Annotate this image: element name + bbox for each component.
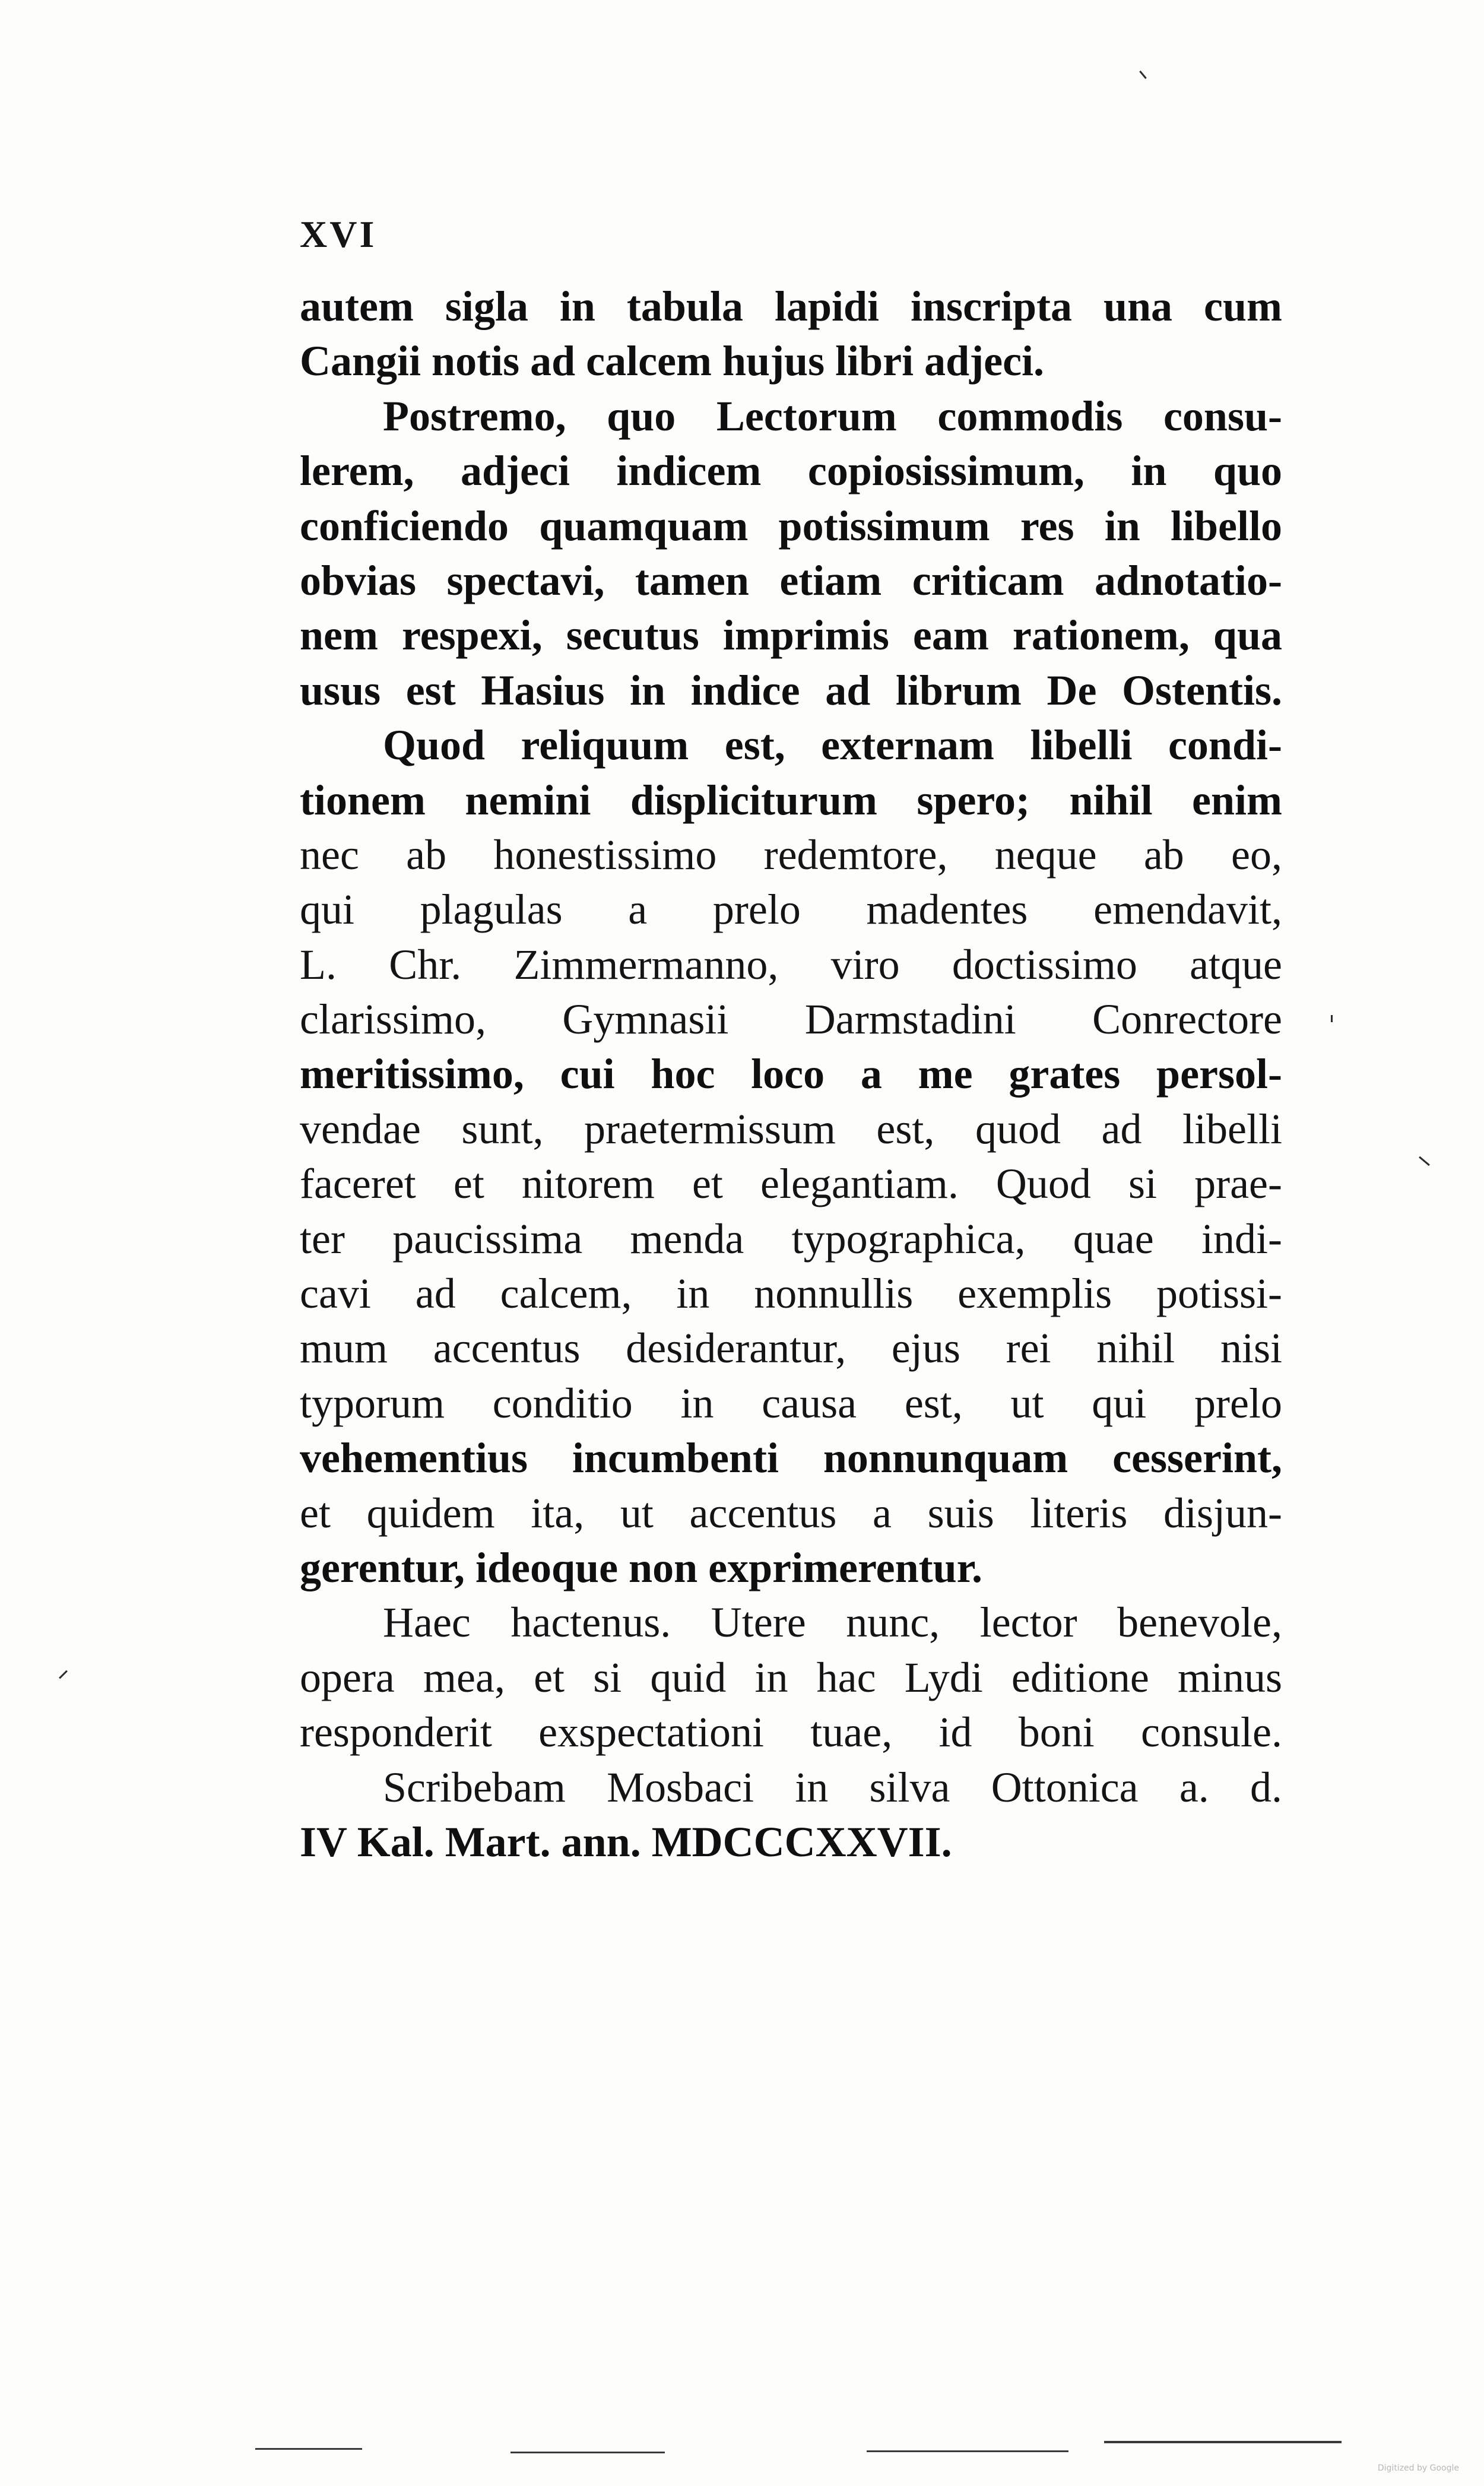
text-line: lerem, adjeci indicem copiosissimum, in quo <box>300 447 1282 495</box>
scan-mark <box>1331 1015 1333 1022</box>
text-line: gerentur, ideoque non exprimerentur. <box>300 1543 983 1591</box>
text-line: nec ab honestissimo redemtore, neque ab eo, <box>300 830 1282 879</box>
text-line: IV Kal. Mart. ann. MDCCCXXVII. <box>300 1818 952 1866</box>
text-line: ter paucissima menda typographica, quae indi- <box>300 1215 1282 1263</box>
scan-mark <box>1139 71 1147 79</box>
text-line: Cangii notis ad calcem hujus libri adjeci. <box>300 337 1045 385</box>
text-line: mum accentus desiderantur, ejus rei nihil nisi <box>300 1324 1282 1372</box>
text-line: Scribebam Mosbaci in silva Ottonica a. d. <box>383 1763 1282 1811</box>
text-line: vehementius incumbenti nonnunquam cesserint, <box>300 1434 1282 1482</box>
text-line: cavi ad calcem, in nonnullis exemplis potissi- <box>300 1270 1282 1318</box>
text-line: tionem nemini displiciturum spero; nihil enim <box>300 776 1282 824</box>
page-number: XVI <box>300 213 377 255</box>
text-line: typorum conditio in causa est, ut qui prelo <box>300 1379 1282 1427</box>
text-line: Haec hactenus. Utere nunc, lector benevole, <box>383 1599 1282 1647</box>
text-line: Postremo, quo Lectorum commodis consu- <box>383 392 1282 440</box>
text-line: qui plagulas a prelo madentes emendavit, <box>300 886 1282 934</box>
text-line: faceret et nitorem et elegantiam. Quod si prae- <box>300 1160 1282 1208</box>
text-line: meritissimo, cui hoc loco a me grates persol- <box>300 1050 1282 1098</box>
text-line: obvias spectavi, tamen etiam criticam adnotatio- <box>300 556 1282 604</box>
body-text <box>300 279 1282 1869</box>
text-line: nem respexi, secutus imprimis eam rationem, qua <box>300 611 1282 659</box>
text-line: usus est Hasius in indice ad librum De Ostentis. <box>300 666 1282 714</box>
text-line: conficiendo quamquam potissimum res in libello <box>300 502 1282 550</box>
page-edge-rule <box>867 2450 1068 2452</box>
scan-mark <box>59 1670 68 1679</box>
text-line: Quod reliquum est, externam libelli condi- <box>383 721 1282 769</box>
text-line: responderit exspectationi tuae, id boni consule. <box>300 1708 1282 1756</box>
text-line: opera mea, et si quid in hac Lydi editione minus <box>300 1653 1282 1701</box>
page-edge-rule <box>510 2452 665 2453</box>
text-line: autem sigla in tabula lapidi inscripta una cum <box>300 283 1282 330</box>
text-line: L. Chr. Zimmermanno, viro doctissimo atque <box>300 940 1282 988</box>
page-edge-rule <box>1104 2441 1342 2443</box>
scan-mark <box>1419 1156 1430 1166</box>
text-line: et quidem ita, ut accentus a suis literis disjun- <box>300 1489 1282 1537</box>
text-line: clarissimo, Gymnasii Darmstadini Conrectore <box>300 995 1282 1044</box>
page-edge-rule <box>255 2448 362 2450</box>
digitization-watermark: Digitized by Google <box>1377 2463 1459 2473</box>
text-line: vendae sunt, praetermissum est, quod ad libelli <box>300 1105 1282 1153</box>
